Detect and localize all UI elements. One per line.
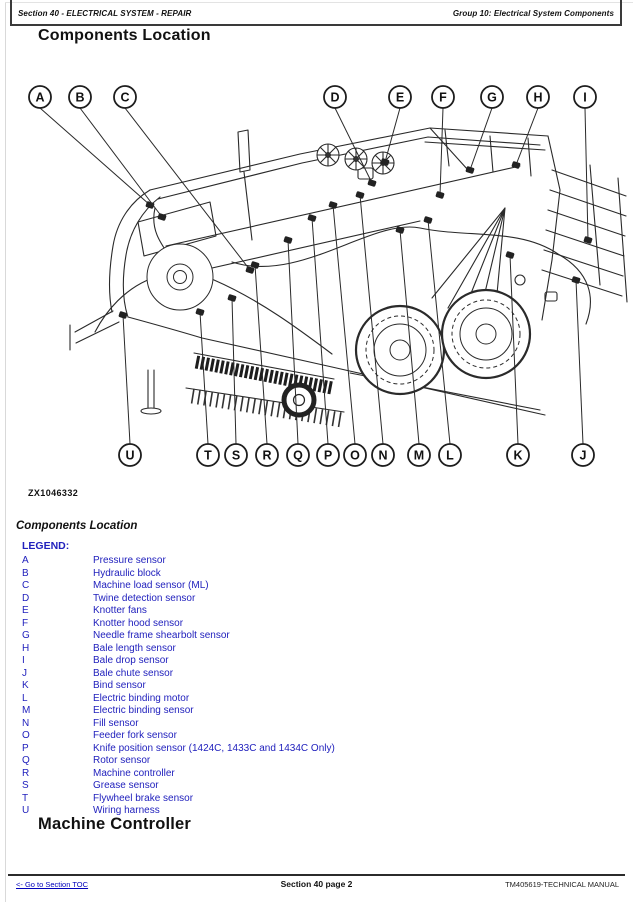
component-marker-D	[367, 179, 376, 187]
legend-item-label: Knotter hood sensor	[93, 617, 184, 629]
legend-item-label: Electric binding motor	[93, 692, 190, 704]
legend-item-key: H	[22, 642, 30, 654]
callout-letter: U	[125, 448, 135, 463]
rear-wheels	[356, 290, 530, 394]
callout-letter: A	[35, 90, 45, 105]
legend-item	[22, 618, 582, 631]
page-header	[10, 0, 622, 26]
legend-item-label: Knife position sensor (1424C, 1433C and 1434C Only)	[93, 742, 335, 754]
flywheel	[147, 244, 213, 310]
callout-Q	[283, 236, 309, 466]
callout-U	[118, 311, 141, 466]
callout-letter: M	[413, 448, 425, 463]
footer-divider	[8, 874, 625, 876]
baler-components-diagram	[0, 70, 633, 485]
legend-item-label: Bale length sensor	[93, 642, 176, 654]
legend-item-key: I	[22, 655, 25, 666]
legend-item	[22, 793, 582, 806]
callout-letter: R	[262, 448, 272, 463]
legend-item-key: K	[22, 680, 29, 691]
legend-item-key: D	[22, 592, 30, 604]
callout-D	[324, 86, 377, 187]
page-title: Components Location	[38, 27, 211, 44]
gauge-wheel	[284, 385, 314, 415]
legend-item-label: Bale drop sensor	[93, 655, 169, 666]
callout-letter: D	[330, 90, 340, 105]
legend-item-key: S	[22, 780, 29, 791]
header-section-label: Section 40 - ELECTRICAL SYSTEM - REPAIR	[18, 8, 192, 18]
legend-title: LEGEND:	[22, 540, 70, 552]
footer-manual-id: TM405619-TECHNICAL MANUAL	[505, 880, 619, 889]
legend-item-label: Electric binding sensor	[93, 705, 194, 716]
legend-item-label: Bind sensor	[93, 680, 146, 691]
section-heading: Machine Controller	[38, 815, 192, 833]
callout-letter: C	[120, 90, 130, 105]
callout-letter: O	[350, 448, 360, 463]
component-marker-S	[227, 294, 236, 302]
legend-item	[22, 580, 582, 593]
callout-letter: F	[439, 90, 447, 105]
callout-S	[225, 294, 247, 466]
component-marker-K	[505, 251, 514, 259]
footer-page-number: Section 40 page 2	[280, 879, 353, 889]
legend-item	[22, 743, 582, 756]
legend-item	[22, 593, 582, 606]
component-marker-J	[571, 276, 580, 284]
figure-caption: Components Location	[16, 520, 138, 532]
legend-item	[22, 705, 582, 718]
legend-item-label: Grease sensor	[93, 780, 159, 791]
legend-item	[22, 693, 582, 706]
component-marker-L	[423, 216, 432, 224]
callout-letter: Q	[293, 448, 303, 463]
callout-A	[29, 86, 155, 209]
legend-item-key: E	[22, 605, 29, 616]
component-marker-T	[195, 308, 204, 316]
callout-letter: B	[75, 90, 85, 105]
legend-item	[22, 780, 582, 793]
legend-item-key: Q	[22, 755, 30, 766]
legend-item-label: Feeder fork sensor	[93, 730, 177, 741]
component-marker-Q	[283, 236, 292, 244]
legend-item	[22, 655, 582, 668]
legend-item	[22, 643, 582, 656]
callout-H	[511, 86, 549, 169]
legend-item	[22, 768, 582, 781]
legend-item-label: Needle frame shearbolt sensor	[93, 630, 230, 641]
legend-item	[22, 555, 582, 568]
legend-item-label: Bale chute sensor	[93, 667, 174, 679]
legend-item	[22, 718, 582, 731]
go-to-section-toc-link[interactable]: <- Go to Section TOC	[16, 880, 89, 889]
header-group-label: Group 10: Electrical System Components	[452, 8, 614, 18]
legend-item-key: N	[22, 717, 30, 729]
legend-item	[22, 668, 582, 681]
callout-T	[195, 308, 219, 466]
callout-letter: I	[583, 90, 587, 105]
callout-P	[307, 214, 339, 466]
callout-letter: J	[579, 448, 587, 463]
callout-letter: G	[487, 90, 497, 105]
component-marker-P	[307, 214, 316, 222]
legend-item	[22, 630, 582, 643]
callout-letter: E	[395, 90, 405, 105]
legend-item-label: Twine detection sensor	[93, 592, 196, 604]
callout-letter: S	[231, 448, 241, 463]
legend-item-key: A	[22, 555, 29, 566]
component-marker-F	[435, 191, 444, 199]
callout-R	[250, 261, 278, 466]
legend-item-key: G	[22, 630, 30, 641]
legend-item-key: C	[22, 580, 30, 591]
callout-G	[465, 86, 503, 174]
callout-letter: H	[533, 90, 543, 105]
legend-item-key: P	[22, 742, 29, 754]
legend-item-key: M	[22, 705, 31, 716]
legend-item	[22, 605, 582, 618]
legend-item-key: T	[22, 792, 29, 804]
callout-letter: P	[323, 448, 333, 463]
legend-item-key: U	[22, 805, 30, 816]
legend-item-key: O	[22, 730, 30, 741]
legend-item-label: Flywheel brake sensor	[93, 792, 194, 804]
legend-item-label: Knotter fans	[93, 605, 147, 616]
figure-code: ZX1046332	[28, 488, 79, 498]
legend-list	[22, 555, 582, 818]
component-marker-N	[355, 191, 364, 199]
legend-item	[22, 680, 582, 693]
component-marker-G	[465, 166, 474, 174]
callout-letter: K	[513, 448, 523, 463]
legend-item-label: Fill sensor	[93, 717, 139, 729]
legend-item-key: R	[22, 767, 30, 779]
legend-item-key: B	[22, 567, 29, 579]
legend-item	[22, 568, 582, 581]
callout-letter: L	[446, 448, 454, 463]
legend-item-key: F	[22, 617, 29, 629]
legend-item	[22, 755, 582, 768]
legend-item-key: L	[22, 692, 28, 704]
callout-letter: N	[378, 448, 388, 463]
legend-item-label: Wiring harness	[93, 805, 160, 816]
callout-letter: T	[204, 448, 212, 463]
legend-item	[22, 730, 582, 743]
legend-item-key: J	[22, 667, 27, 679]
legend-item-label: Pressure sensor	[93, 555, 166, 566]
legend-item-label: Machine controller	[93, 767, 175, 779]
legend-item-label: Rotor sensor	[93, 755, 151, 766]
legend-item-label: Hydraulic block	[93, 567, 161, 579]
legend-item-label: Machine load sensor (ML)	[93, 580, 209, 591]
